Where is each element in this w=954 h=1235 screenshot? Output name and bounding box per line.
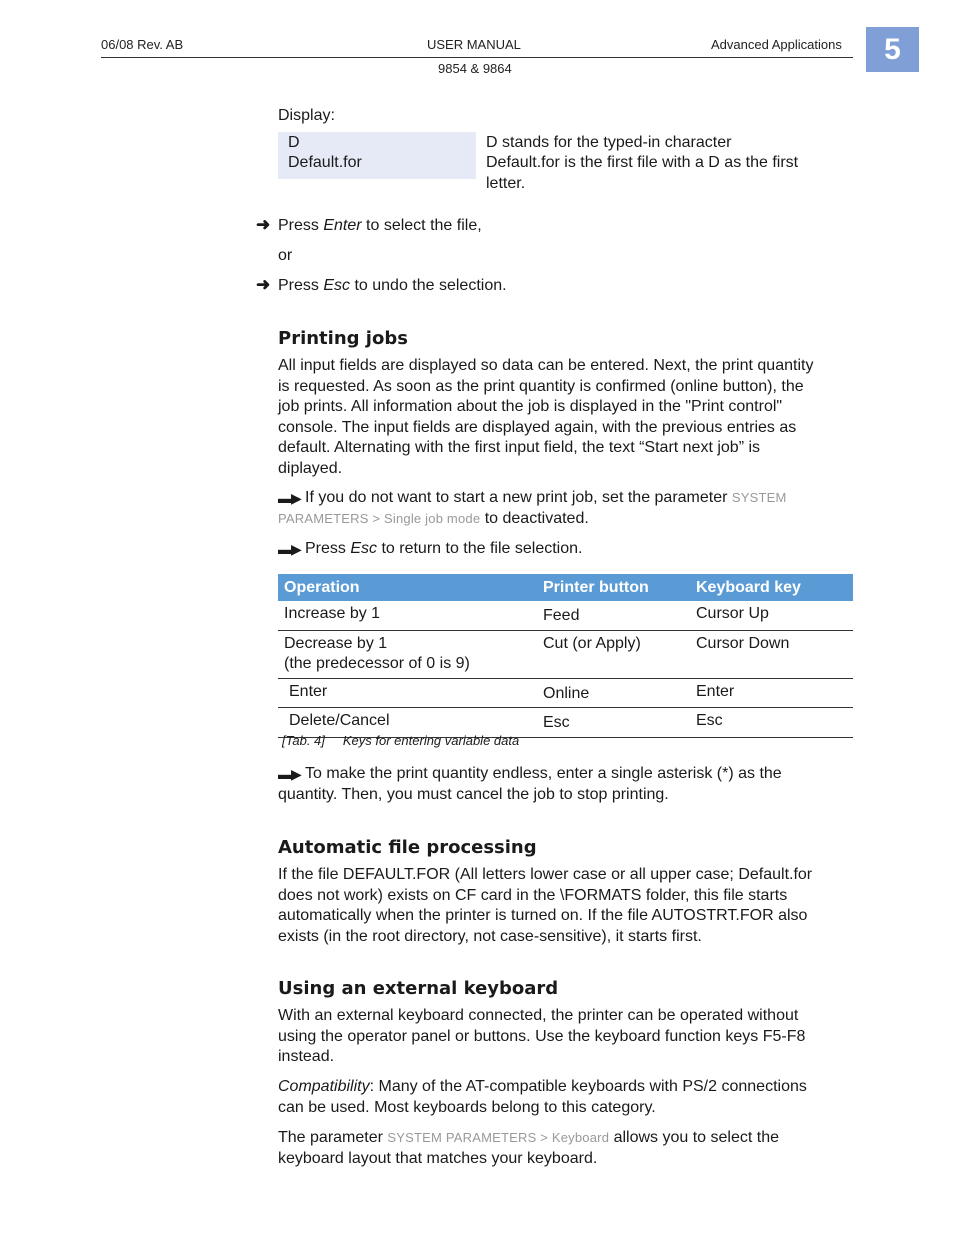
table-caption: [Tab. 4] Keys for entering variable data (282, 733, 520, 748)
hint-arrow-icon: ▬▶ (278, 766, 301, 782)
header-divider (101, 57, 853, 58)
auto-processing-paragraph: If the file DEFAULT.FOR (All letters lower case or all upper case; Default.for does not work) exists on CF card in the \FORMATS folder, this file starts automatically when the printer is turned on. If the file AUTOSTRT.FOR also exists (in the root directory, not case-sensitive), it starts first. (278, 866, 813, 945)
table-cell: Cut (or Apply) (537, 630, 690, 678)
keys-table (278, 574, 853, 738)
table-cell: Increase by 1 (278, 601, 537, 630)
keyboard-parameter-paragraph: The parameter SYSTEM PARAMETERS > Keyboard allows you to select the keyboard layout that matches your keyboard. (278, 1129, 780, 1167)
compatibility-paragraph: Compatibility: Many of the AT-compatible keyboards with PS/2 connections can be used. Most keyboards belong to this category. (278, 1078, 807, 1116)
hint-arrow-icon: ▬▶ (278, 541, 301, 557)
header-manual-title: USER MANUAL (427, 37, 521, 52)
arrow-right-icon: ➜ (256, 215, 271, 234)
arrow-right-icon: ➜ (256, 275, 271, 294)
column-header: Keyboard key (690, 574, 853, 601)
step-select-file: Press Enter to select the file, (278, 217, 482, 234)
heading-automatic-file-processing: Automatic file processing (278, 837, 537, 858)
table-cell: Esc (537, 708, 690, 738)
table-row (278, 601, 853, 630)
display-desc-line3: letter. (486, 175, 526, 192)
column-header: Operation (278, 574, 537, 601)
table-row (278, 678, 853, 708)
display-label: Display: (278, 107, 335, 124)
table-cell: Enter (278, 678, 537, 708)
table-cell: Cursor Up (690, 601, 853, 630)
table-row (278, 630, 853, 678)
hint-return-selection: Press Esc to return to the file selection. (305, 540, 583, 557)
table-header-row (278, 574, 853, 601)
header-model-numbers: 9854 & 9864 (438, 61, 512, 76)
display-desc-line2: Default.for is the first file with a D as the first (486, 154, 799, 171)
step-undo-selection: Press Esc to undo the selection. (278, 277, 507, 294)
display-example-char: D (288, 134, 300, 151)
hint-single-job-line2: PARAMETERS > Single job mode to deactivated. (278, 510, 589, 527)
column-header: Printer button (537, 574, 690, 601)
keyboard-paragraph: With an external keyboard connected, the printer can be operated without using the operator panel or buttons. Use the keyboard function keys F5-F8 instead. (278, 1007, 806, 1066)
table-cell: Enter (690, 678, 853, 708)
hint-arrow-icon: ▬▶ (278, 490, 301, 506)
hint-single-job-line1: If you do not want to start a new print job, set the parameter SYSTEM (305, 489, 787, 506)
table-cell: Decrease by 1 (the predecessor of 0 is 9) (278, 630, 537, 678)
hint-endless-line2: quantity. Then, you must cancel the job to stop printing. (278, 786, 669, 803)
hint-endless-line1: To make the print quantity endless, enter a single asterisk (*) as the (305, 765, 782, 782)
table-cell: Esc (690, 708, 853, 738)
table-cell: Delete/Cancel (278, 708, 537, 738)
heading-external-keyboard: Using an external keyboard (278, 978, 559, 999)
table-cell: Online (537, 678, 690, 708)
header-section-title: Advanced Applications (711, 37, 842, 52)
header-revision: 06/08 Rev. AB (101, 37, 184, 52)
heading-printing-jobs: Printing jobs (278, 328, 408, 349)
table-cell: Feed (537, 601, 690, 630)
display-example-file: Default.for (288, 154, 362, 171)
printing-jobs-paragraph: All input fields are displayed so data can be entered. Next, the print quantity is requested. As soon as the print quantity is confirmed (online button), the job prints. All information about the job is displayed in the "Print control" console. The input fields are displayed again, with the previous entries as default. Alternating with the first input field, the text “Start next job” is diplayed. (278, 357, 814, 477)
table-cell: Cursor Down (690, 630, 853, 678)
step-or: or (278, 247, 293, 264)
chapter-number-badge: 5 (866, 27, 919, 72)
display-desc-line1: D stands for the typed-in character (486, 134, 732, 151)
